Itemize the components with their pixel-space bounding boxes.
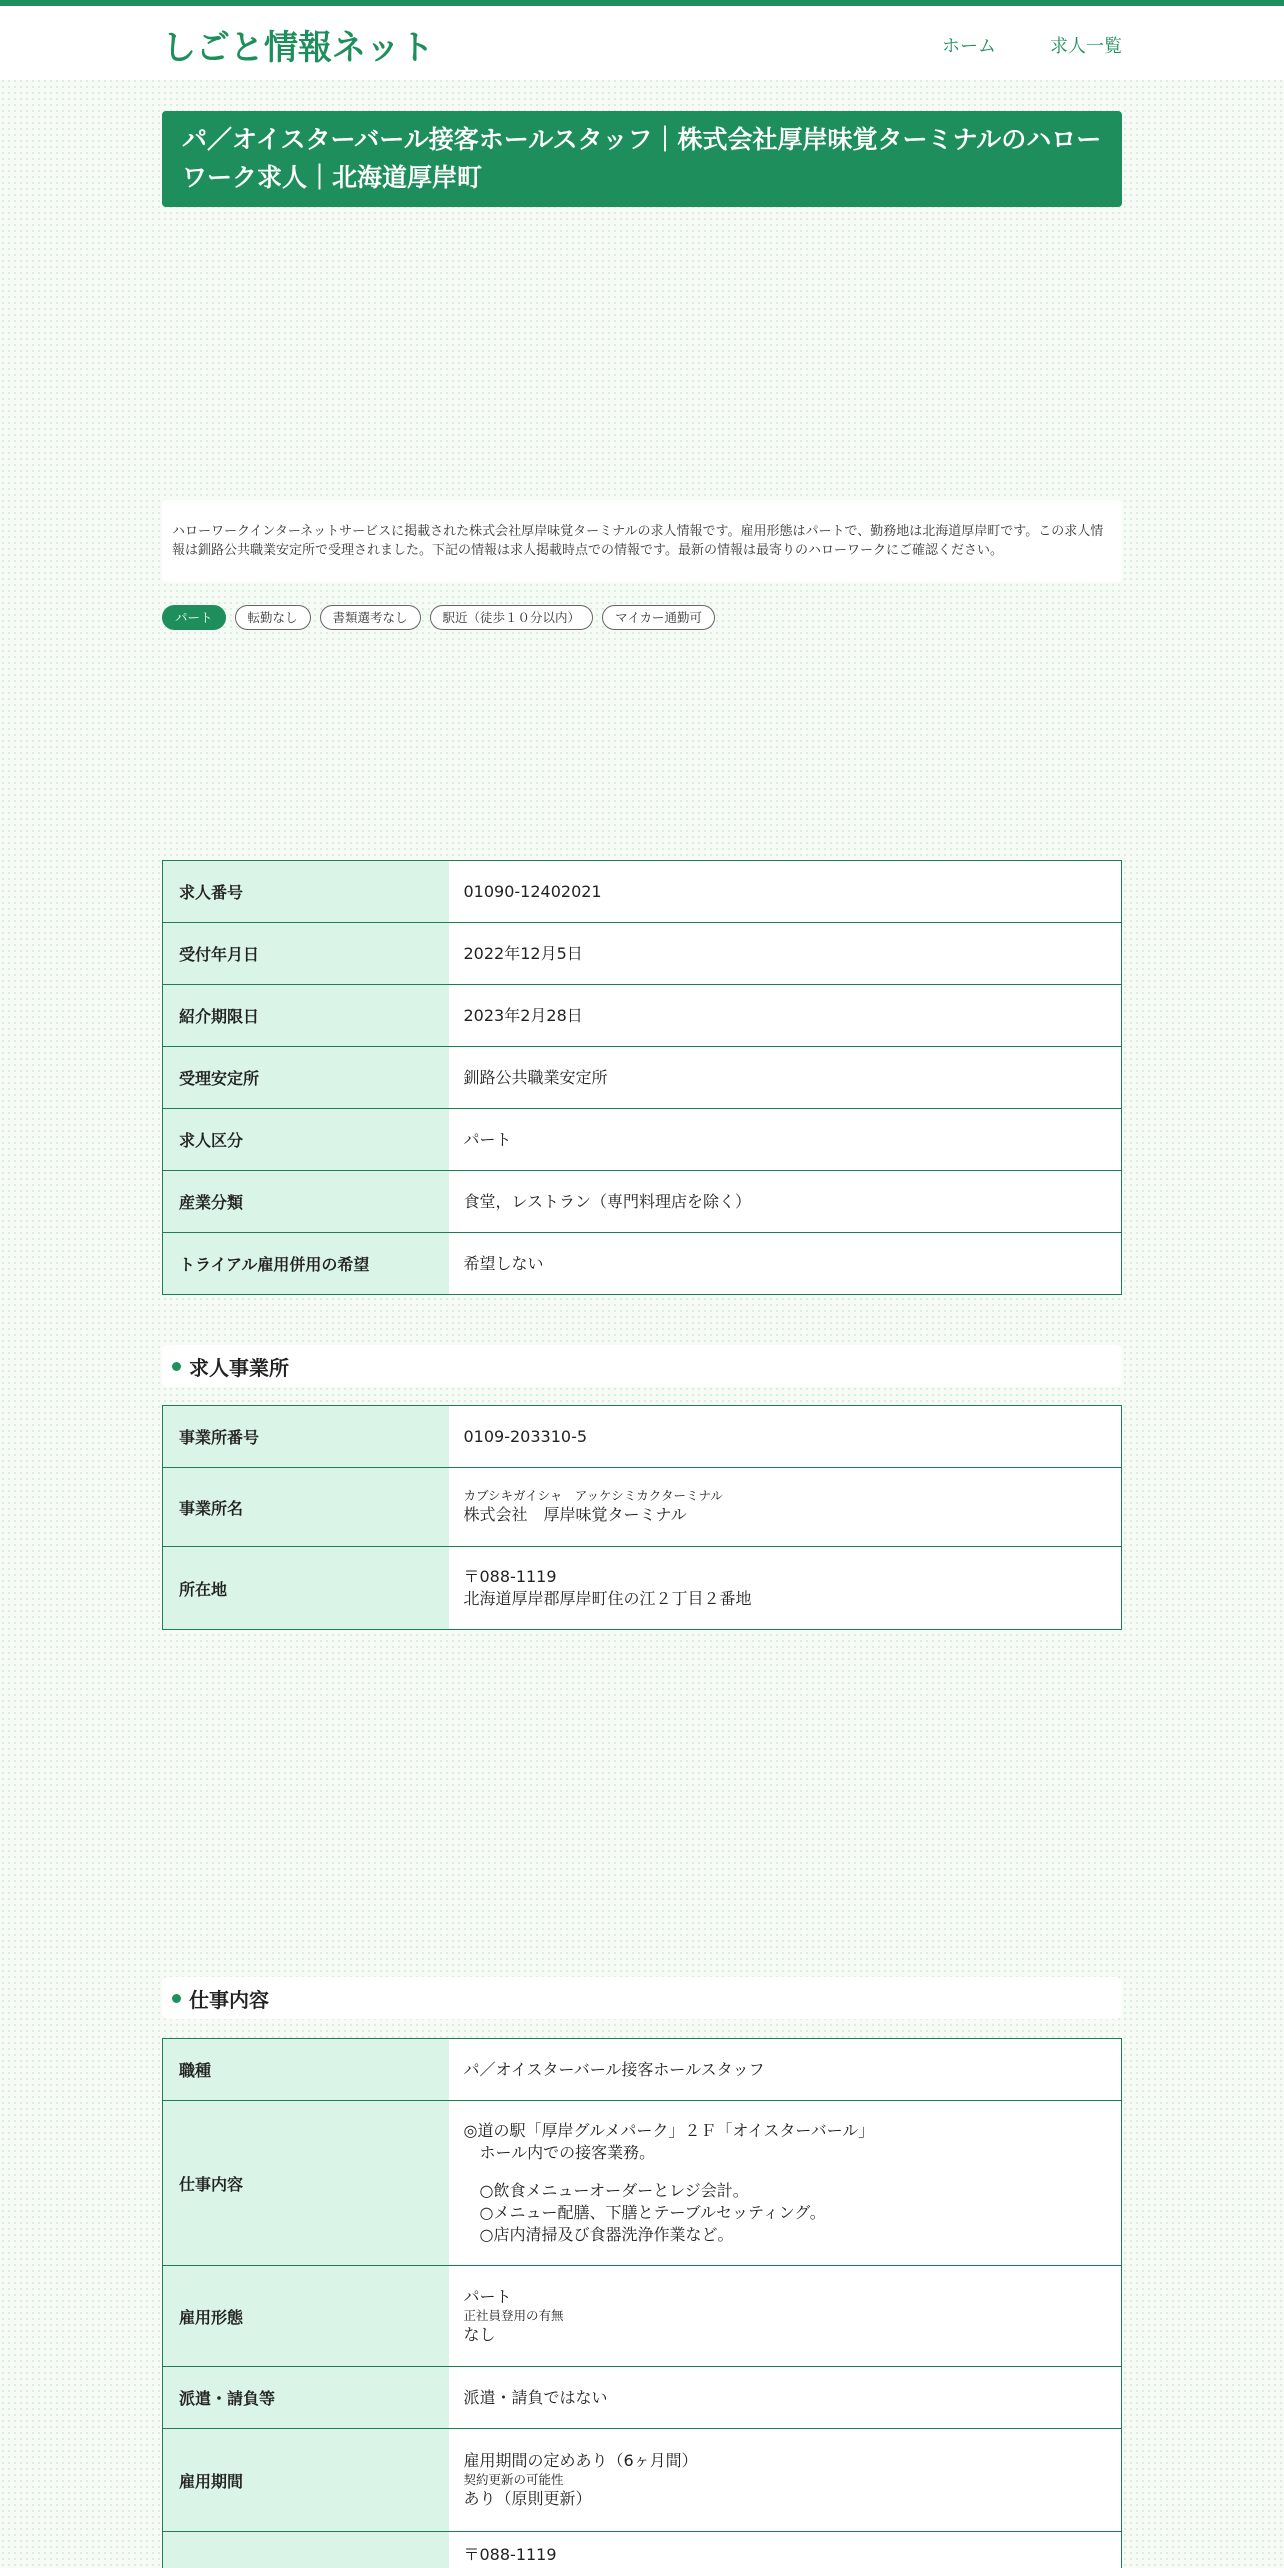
table-row [163,2429,1122,2532]
dispatch-value: 派遣・請負ではない [449,2367,1122,2429]
table-row [163,2101,1122,2266]
job-category-value: パート [449,1109,1122,1171]
table-row [163,1109,1122,1171]
row-label: 受付年月日 [163,923,449,985]
job-content-item: ○メニュー配膳、下膳とテーブルセッティング。 [479,2203,826,2222]
row-label: 紹介期限日 [163,985,449,1047]
row-label: 雇用形態 [163,2266,449,2367]
site-logo[interactable]: しごと情報ネット [162,28,434,68]
nav-job-list-link[interactable]: 求人一覧 [1050,36,1122,57]
row-label [163,2532,449,2568]
intro-text: ハローワークインターネットサービスに掲載された株式会社厚岸味覚ターミナルの求人情報です。雇用形態はパートで、勤務地は北海道厚岸町です。この求人情報は釧路公共職業安定所で受理されました。下記の情報は求人掲載時点での情報です。最新の情報は最寄りのハローワークにご確認ください。 [162,500,1122,582]
office-table [162,1405,1122,1630]
main-nav [942,32,1122,58]
row-label: 事業所名 [163,1468,449,1547]
section-heading-job [162,1977,1122,2019]
job-number-value: 01090-12402021 [449,861,1122,923]
row-label: 事業所番号 [163,1406,449,1468]
table-row [163,2367,1122,2429]
row-label: 産業分類 [163,1171,449,1233]
tag-no-transfer[interactable]: 転勤なし [235,605,311,630]
job-content-item: ○飲食メニューオーダーとレジ会計。 [479,2181,749,2200]
deadline-value: 2023年2月28日 [449,985,1122,1047]
office-address: 北海道厚岸郡厚岸町住の江２丁目２番地 [463,1589,752,1608]
job-table [162,2038,1122,2568]
row-label: 仕事内容 [163,2101,449,2266]
job-content-line: ホール内での接客業務。 [479,2143,656,2162]
office-name-value: 株式会社 厚岸味覚ターミナル [463,1505,687,1524]
table-row [163,2039,1122,2101]
section-title: 仕事内容 [189,1987,269,2012]
tag-car-commute[interactable]: マイカー通勤可 [602,605,715,630]
office-name-kana: カブシキガイシャ アッケシミカクターミナル [463,1488,723,1503]
job-content-line: ◎道の駅「厚岸グルメパーク」２Ｆ「オイスターバール」 [463,2121,875,2140]
table-row [163,1406,1122,1468]
office-address-cell [449,1547,1122,1630]
tag-part-time[interactable]: パート [162,605,226,630]
site-header [0,6,1284,80]
table-row [163,2266,1122,2367]
row-label: トライアル雇用併用の希望 [163,1233,449,1295]
job-content-item: ○店内清掃及び食器洗浄作業など。 [479,2225,734,2244]
job-content-cell [449,2101,1122,2266]
period-value: 雇用期間の定めあり（6ヶ月間） [463,2451,698,2470]
trial-employment-value: 希望しない [449,1233,1122,1295]
received-date-value: 2022年12月5日 [449,923,1122,985]
table-row [163,1047,1122,1109]
table-row [163,1171,1122,1233]
section-title: 求人事業所 [189,1355,289,1380]
table-row [163,1547,1122,1630]
section-heading-office [162,1345,1122,1387]
table-row [163,985,1122,1047]
table-row [163,2532,1122,2568]
tag-no-document-screening[interactable]: 書類選考なし [320,605,421,630]
row-label: 雇用期間 [163,2429,449,2532]
table-row [163,1233,1122,1295]
nav-home-link[interactable]: ホーム [942,36,996,57]
row-label: 求人番号 [163,861,449,923]
office-name-cell [449,1468,1122,1547]
renewal-value: あり（原則更新） [463,2489,592,2508]
row-label: 派遣・請負等 [163,2367,449,2429]
table-row [163,923,1122,985]
industry-value: 食堂，レストラン（専門料理店を除く） [449,1171,1122,1233]
workplace-zip: 〒088-1119 [449,2532,1122,2568]
employment-cell [449,2266,1122,2367]
bullet-icon [172,1362,181,1371]
row-label: 受理安定所 [163,1047,449,1109]
regular-conversion-value: なし [463,2325,496,2344]
regular-conversion-label: 正社員登用の有無 [463,2308,564,2323]
basic-info-table [162,860,1122,1295]
table-row [163,1468,1122,1547]
office-number-value: 0109-203310-5 [449,1406,1122,1468]
bullet-icon [172,1994,181,2003]
tag-list [162,605,1122,630]
office-zip: 〒088-1119 [463,1567,557,1586]
office-value: 釧路公共職業安定所 [449,1047,1122,1109]
page-title: パ／オイスターバール接客ホールスタッフ｜株式会社厚岸味覚ターミナルのハローワーク求人｜北海道厚岸町 [162,111,1122,207]
renewal-label: 契約更新の可能性 [463,2472,564,2487]
employment-value: パート [463,2287,512,2306]
row-label: 職種 [163,2039,449,2101]
period-cell [449,2429,1122,2532]
job-type-value: パ／オイスターバール接客ホールスタッフ [449,2039,1122,2101]
row-label: 求人区分 [163,1109,449,1171]
row-label: 所在地 [163,1547,449,1630]
tag-near-station[interactable]: 駅近（徒歩１０分以内） [430,605,594,630]
table-row [163,861,1122,923]
